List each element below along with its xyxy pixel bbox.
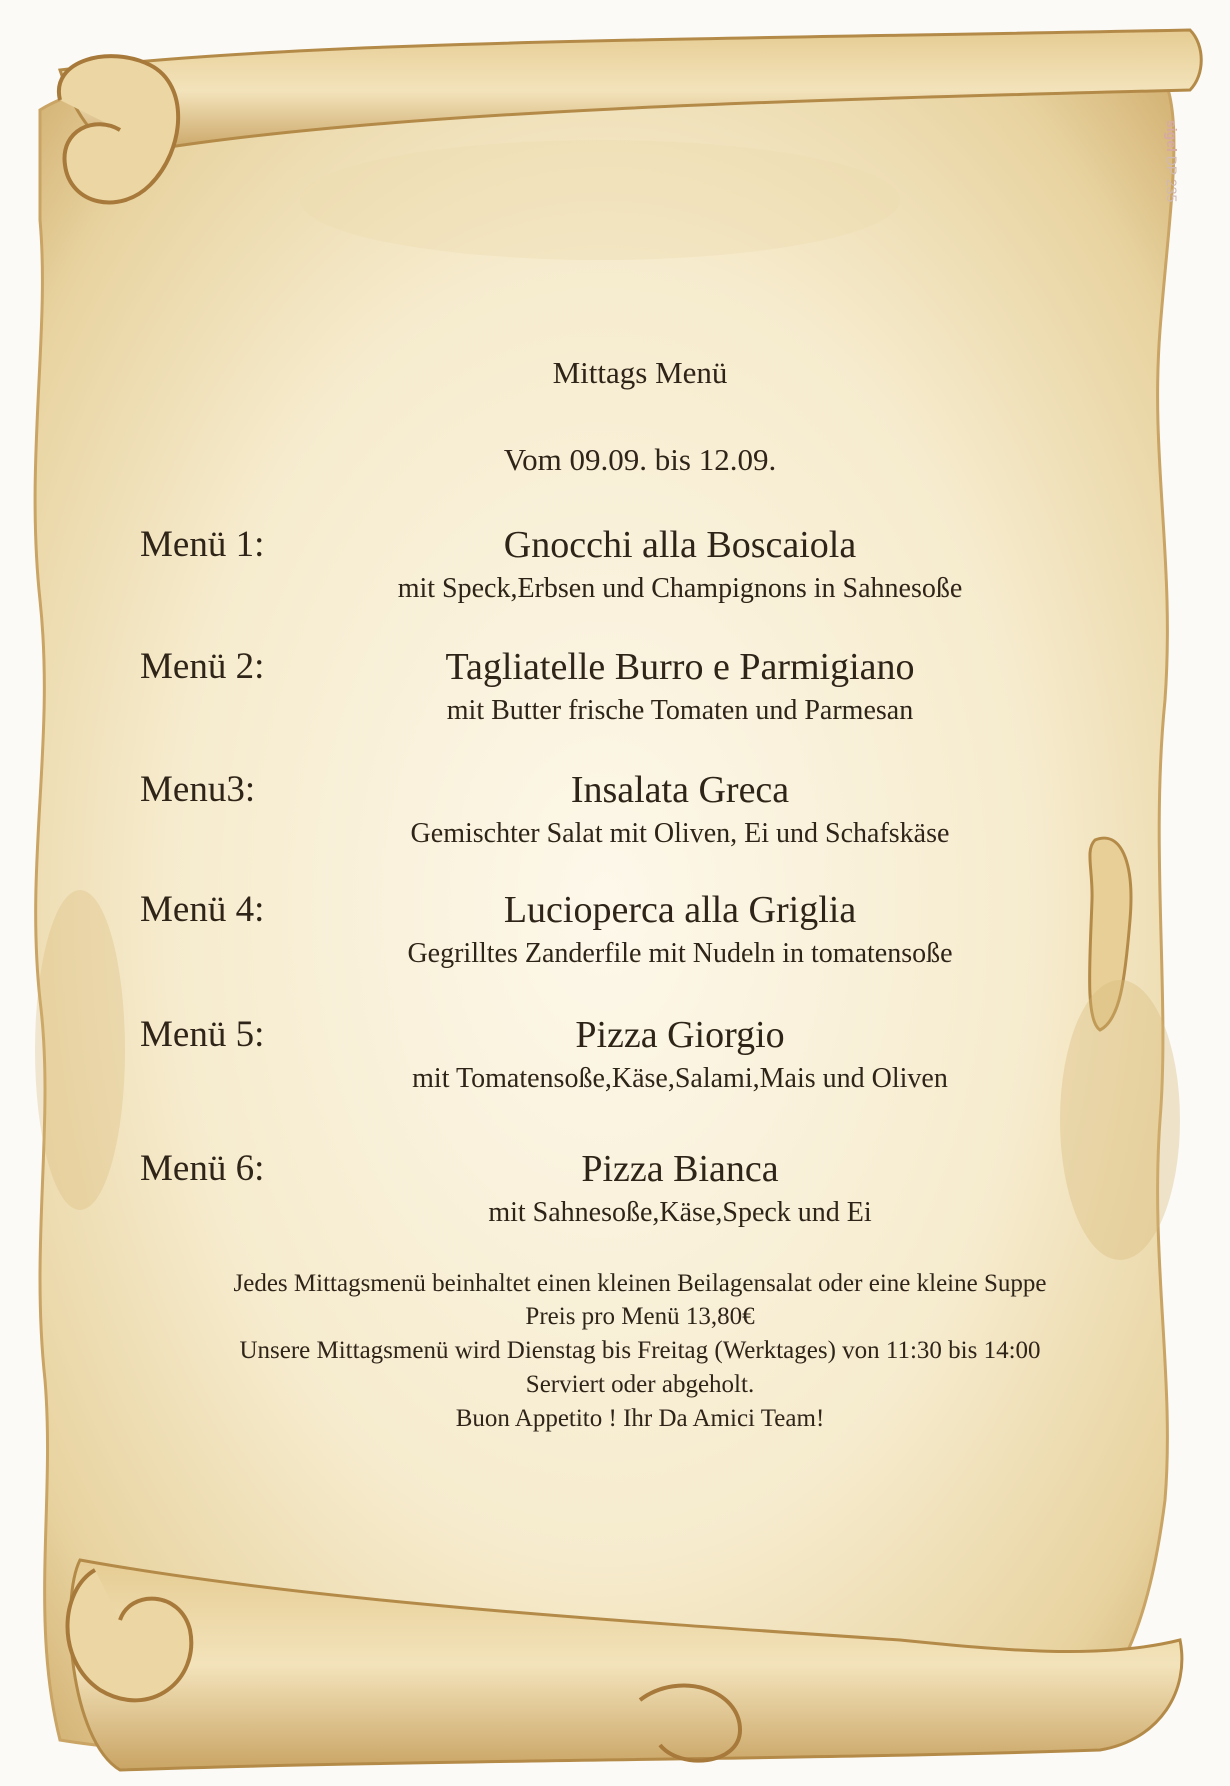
footer-service-note: Serviert oder abgeholt. (525, 1371, 755, 1398)
menu-4-description: Gegrilltes Zanderfile mit Nudeln in tomatensoße (407, 938, 953, 969)
watermark-code: DP 235 (1164, 155, 1180, 203)
menu-3-label: Menu3: (140, 769, 256, 810)
footer-price: Preis pro Menü 13,80€ (525, 1303, 755, 1330)
menu-5-dish-name: Pizza Giorgio (575, 1014, 785, 1056)
publisher-watermark (1164, 120, 1180, 203)
menu-4-dish-name: Lucioperca alla Griglia (503, 889, 857, 931)
menu-1-dish-name: Gnocchi alla Boscaiola (503, 524, 857, 566)
menu-4-label: Menü 4: (140, 889, 265, 930)
menu-1-label: Menü 1: (140, 524, 265, 565)
watermark-brand: sigel (1164, 120, 1180, 152)
menu-6-dish-name: Pizza Bianca (581, 1148, 779, 1190)
menu-3-description: Gemischter Salat mit Oliven, Ei und Schafskäse (410, 818, 950, 849)
menu-3-dish-name: Insalata Greca (570, 769, 790, 811)
menu-1-description: mit Speck,Erbsen und Champignons in Sahnesoße (397, 573, 963, 604)
footer-side-dish-note: Jedes Mittagsmenü beinhaltet einen kleinen Beilagensalat oder eine kleine Suppe (233, 1270, 1047, 1297)
menu-2-label: Menü 2: (140, 646, 265, 687)
page-title: Mittags Menü (552, 355, 728, 390)
footer-service-hours: Unsere Mittagsmenü wird Dienstag bis Freitag (Werktages) von 11:30 bis 14:00 (239, 1337, 1041, 1364)
footer-signoff: Buon Appetito ! Ihr Da Amici Team! (455, 1405, 825, 1432)
menu-5-label: Menü 5: (140, 1014, 265, 1055)
date-range: Vom 09.09. bis 12.09. (503, 442, 777, 477)
menu-2-description: mit Butter frische Tomaten und Parmesan (446, 695, 914, 726)
menu-6-description: mit Sahnesoße,Käse,Speck und Ei (488, 1197, 872, 1228)
menu-5-description: mit Tomatensoße,Käse,Salami,Mais und Oliven (412, 1063, 948, 1094)
menu-6-label: Menü 6: (140, 1148, 265, 1189)
menu-2-dish-name: Tagliatelle Burro e Parmigiano (445, 646, 915, 688)
